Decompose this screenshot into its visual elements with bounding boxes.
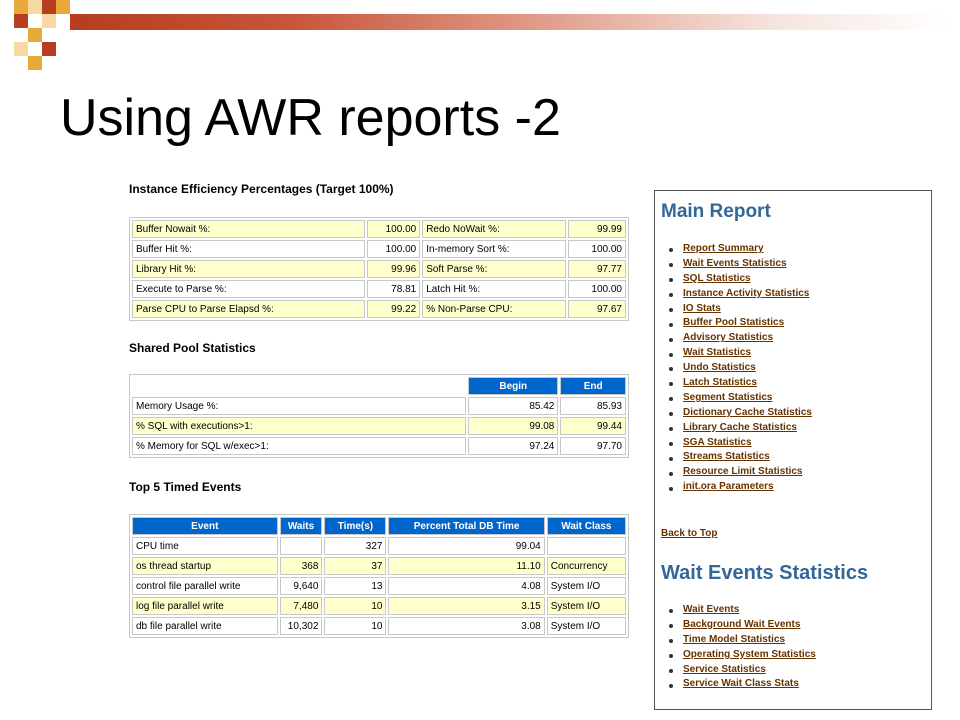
header-accent-square	[28, 56, 42, 70]
column-header: Waits	[280, 517, 323, 535]
instance-activity-statistics-link[interactable]: Instance Activity Statistics	[683, 287, 810, 299]
service-wait-class-stats-link[interactable]: Service Wait Class Stats	[683, 678, 799, 690]
streams-statistics-link[interactable]: Streams Statistics	[683, 451, 770, 463]
bullet-icon	[669, 397, 673, 401]
event-name: db file parallel write	[132, 617, 278, 635]
metric-value: 78.81	[367, 280, 421, 298]
table-row	[132, 577, 626, 595]
list-item	[669, 603, 816, 618]
time-model-statistics-link[interactable]: Time Model Statistics	[683, 633, 786, 645]
end-value: 99.44	[560, 417, 626, 435]
metric-label: Execute to Parse %:	[132, 280, 365, 298]
list-item	[669, 391, 812, 406]
time-seconds: 327	[324, 537, 386, 555]
begin-value: 85.42	[468, 397, 558, 415]
table-row	[132, 617, 626, 635]
bullet-icon	[669, 353, 673, 357]
main-report-heading: Main Report	[661, 201, 771, 222]
header-accent-square	[28, 28, 42, 42]
time-seconds: 13	[324, 577, 386, 595]
end-value: 97.70	[560, 437, 626, 455]
library-cache-statistics-link[interactable]: Library Cache Statistics	[683, 421, 797, 433]
metric-value: 100.00	[568, 240, 626, 258]
list-item	[669, 663, 816, 678]
bullet-icon	[669, 382, 673, 386]
report-summary-link[interactable]: Report Summary	[683, 243, 764, 254]
column-header: Begin	[468, 377, 558, 395]
time-seconds: 10	[324, 617, 386, 635]
percent-db-time: 3.15	[388, 597, 544, 615]
bullet-icon	[669, 263, 673, 267]
metric-value: 99.99	[568, 220, 626, 238]
table-row	[132, 397, 626, 415]
table-row	[132, 597, 626, 615]
bullet-icon	[669, 293, 673, 297]
metric-label: Redo NoWait %:	[422, 220, 566, 238]
column-header: End	[560, 377, 626, 395]
header-spacer	[132, 377, 466, 395]
column-header: Event	[132, 517, 278, 535]
list-item	[669, 376, 812, 391]
table-row	[132, 220, 626, 238]
metric-value: 100.00	[568, 280, 626, 298]
resource-limit-statistics-link[interactable]: Resource Limit Statistics	[683, 466, 803, 478]
list-item	[669, 316, 812, 331]
list-item	[669, 633, 816, 648]
wait-class	[547, 537, 626, 555]
waits: 9,640	[280, 577, 323, 595]
bullet-icon	[669, 248, 673, 252]
metric-label: % Non-Parse CPU:	[422, 300, 566, 318]
list-item	[669, 677, 816, 692]
header-accent-bar	[70, 14, 950, 30]
list-item	[669, 331, 812, 346]
column-header: Time(s)	[324, 517, 386, 535]
header-accent-square	[14, 0, 28, 14]
metric-value: 97.77	[568, 260, 626, 278]
list-item	[669, 242, 812, 257]
init-ora-parameters-link[interactable]: init.ora Parameters	[683, 481, 774, 493]
bullet-icon	[669, 669, 673, 673]
wait-class: Concurrency	[547, 557, 626, 575]
operating-system-statistics-link[interactable]: Operating System Statistics	[683, 648, 816, 660]
metric-label: Library Hit %:	[132, 260, 365, 278]
wait-class: System I/O	[547, 617, 626, 635]
dictionary-cache-statistics-link[interactable]: Dictionary Cache Statistics	[683, 406, 812, 418]
metric-label: % SQL with executions>1:	[132, 417, 466, 435]
back-to-top-link[interactable]: Back to Top	[661, 528, 718, 539]
sga-statistics-link[interactable]: SGA Statistics	[683, 436, 752, 448]
metric-value: 100.00	[367, 240, 421, 258]
table-row	[132, 240, 626, 258]
header-accent-square	[42, 14, 56, 28]
percent-db-time: 3.08	[388, 617, 544, 635]
metric-label: Memory Usage %:	[132, 397, 466, 415]
list-item	[669, 450, 812, 465]
waits: 368	[280, 557, 323, 575]
bullet-icon	[669, 487, 673, 491]
time-seconds: 37	[324, 557, 386, 575]
percent-db-time: 4.08	[388, 577, 544, 595]
instance-efficiency-title: Instance Efficiency Percentages (Target 100%)	[129, 182, 394, 196]
header-accent-square	[14, 14, 28, 28]
event-name: log file parallel write	[132, 597, 278, 615]
instance-efficiency-table	[129, 217, 629, 321]
list-item	[669, 272, 812, 287]
service-statistics-link[interactable]: Service Statistics	[683, 663, 766, 675]
sql-statistics-link[interactable]: SQL Statistics	[683, 272, 751, 284]
background-wait-events-link[interactable]: Background Wait Events	[683, 618, 801, 630]
metric-value: 99.22	[367, 300, 421, 318]
waits: 10,302	[280, 617, 323, 635]
metric-value: 97.67	[568, 300, 626, 318]
table-header-row	[132, 377, 626, 395]
table-row	[132, 280, 626, 298]
bullet-icon	[669, 278, 673, 282]
table-row	[132, 437, 626, 455]
wait-class: System I/O	[547, 577, 626, 595]
bullet-icon	[669, 654, 673, 658]
list-item	[669, 648, 816, 663]
waits	[280, 537, 323, 555]
wait-events-heading: Wait Events Statistics	[661, 562, 869, 584]
column-header: Percent Total DB Time	[388, 517, 544, 535]
shared-pool-table	[129, 374, 629, 458]
header-accent-square	[42, 0, 56, 14]
bullet-icon	[669, 338, 673, 342]
undo-statistics-link[interactable]: Undo Statistics	[683, 362, 756, 374]
table-header-row	[132, 517, 626, 535]
begin-value: 97.24	[468, 437, 558, 455]
bullet-icon	[669, 624, 673, 628]
report-nav-panel	[654, 190, 932, 710]
io-stats-link[interactable]: IO Stats	[683, 302, 721, 314]
main-report-links	[669, 242, 812, 495]
metric-label: Latch Hit %:	[422, 280, 566, 298]
table-row	[132, 417, 626, 435]
end-value: 85.93	[560, 397, 626, 415]
event-name: os thread startup	[132, 557, 278, 575]
bullet-icon	[669, 308, 673, 312]
header-accent-square	[42, 42, 56, 56]
wait-statistics-link[interactable]: Wait Statistics	[683, 347, 751, 359]
header-accent-square	[56, 0, 70, 14]
top5-title: Top 5 Timed Events	[129, 480, 242, 494]
metric-label: Soft Parse %:	[422, 260, 566, 278]
bullet-icon	[669, 639, 673, 643]
list-item	[669, 287, 812, 302]
slide-title: Using AWR reports -2	[60, 89, 561, 147]
shared-pool-title: Shared Pool Statistics	[129, 341, 256, 355]
bullet-icon	[669, 457, 673, 461]
bullet-icon	[669, 412, 673, 416]
metric-label: Parse CPU to Parse Elapsd %:	[132, 300, 365, 318]
wait-events-statistics-link[interactable]: Wait Events Statistics	[683, 257, 787, 269]
list-item	[669, 618, 816, 633]
list-item	[669, 421, 812, 436]
bullet-icon	[669, 684, 673, 688]
header-accent-square	[28, 0, 42, 14]
metric-label: Buffer Nowait %:	[132, 220, 365, 238]
wait-class: System I/O	[547, 597, 626, 615]
table-row	[132, 300, 626, 318]
bullet-icon	[669, 323, 673, 327]
event-name: CPU time	[132, 537, 278, 555]
header-accent-square	[14, 42, 28, 56]
metric-value: 100.00	[367, 220, 421, 238]
event-name: control file parallel write	[132, 577, 278, 595]
table-row	[132, 537, 626, 555]
top5-events-table	[129, 514, 629, 638]
table-row	[132, 557, 626, 575]
buffer-pool-statistics-link[interactable]: Buffer Pool Statistics	[683, 317, 785, 329]
column-header: Wait Class	[547, 517, 626, 535]
bullet-icon	[669, 427, 673, 431]
list-item	[669, 480, 812, 495]
waits: 7,480	[280, 597, 323, 615]
percent-db-time: 99.04	[388, 537, 544, 555]
bullet-icon	[669, 609, 673, 613]
list-item	[669, 406, 812, 421]
segment-statistics-link[interactable]: Segment Statistics	[683, 391, 773, 403]
bullet-icon	[669, 367, 673, 371]
bullet-icon	[669, 442, 673, 446]
time-seconds: 10	[324, 597, 386, 615]
advisory-statistics-link[interactable]: Advisory Statistics	[683, 332, 774, 344]
list-item	[669, 302, 812, 317]
latch-statistics-link[interactable]: Latch Statistics	[683, 377, 757, 389]
wait-events-links	[669, 603, 816, 692]
metric-label: In-memory Sort %:	[422, 240, 566, 258]
wait-events-link[interactable]: Wait Events	[683, 604, 740, 615]
list-item	[669, 257, 812, 272]
list-item	[669, 361, 812, 376]
metric-label: Buffer Hit %:	[132, 240, 365, 258]
list-item	[669, 436, 812, 451]
table-row	[132, 260, 626, 278]
list-item	[669, 465, 812, 480]
bullet-icon	[669, 472, 673, 476]
begin-value: 99.08	[468, 417, 558, 435]
list-item	[669, 346, 812, 361]
percent-db-time: 11.10	[388, 557, 544, 575]
metric-value: 99.96	[367, 260, 421, 278]
metric-label: % Memory for SQL w/exec>1:	[132, 437, 466, 455]
